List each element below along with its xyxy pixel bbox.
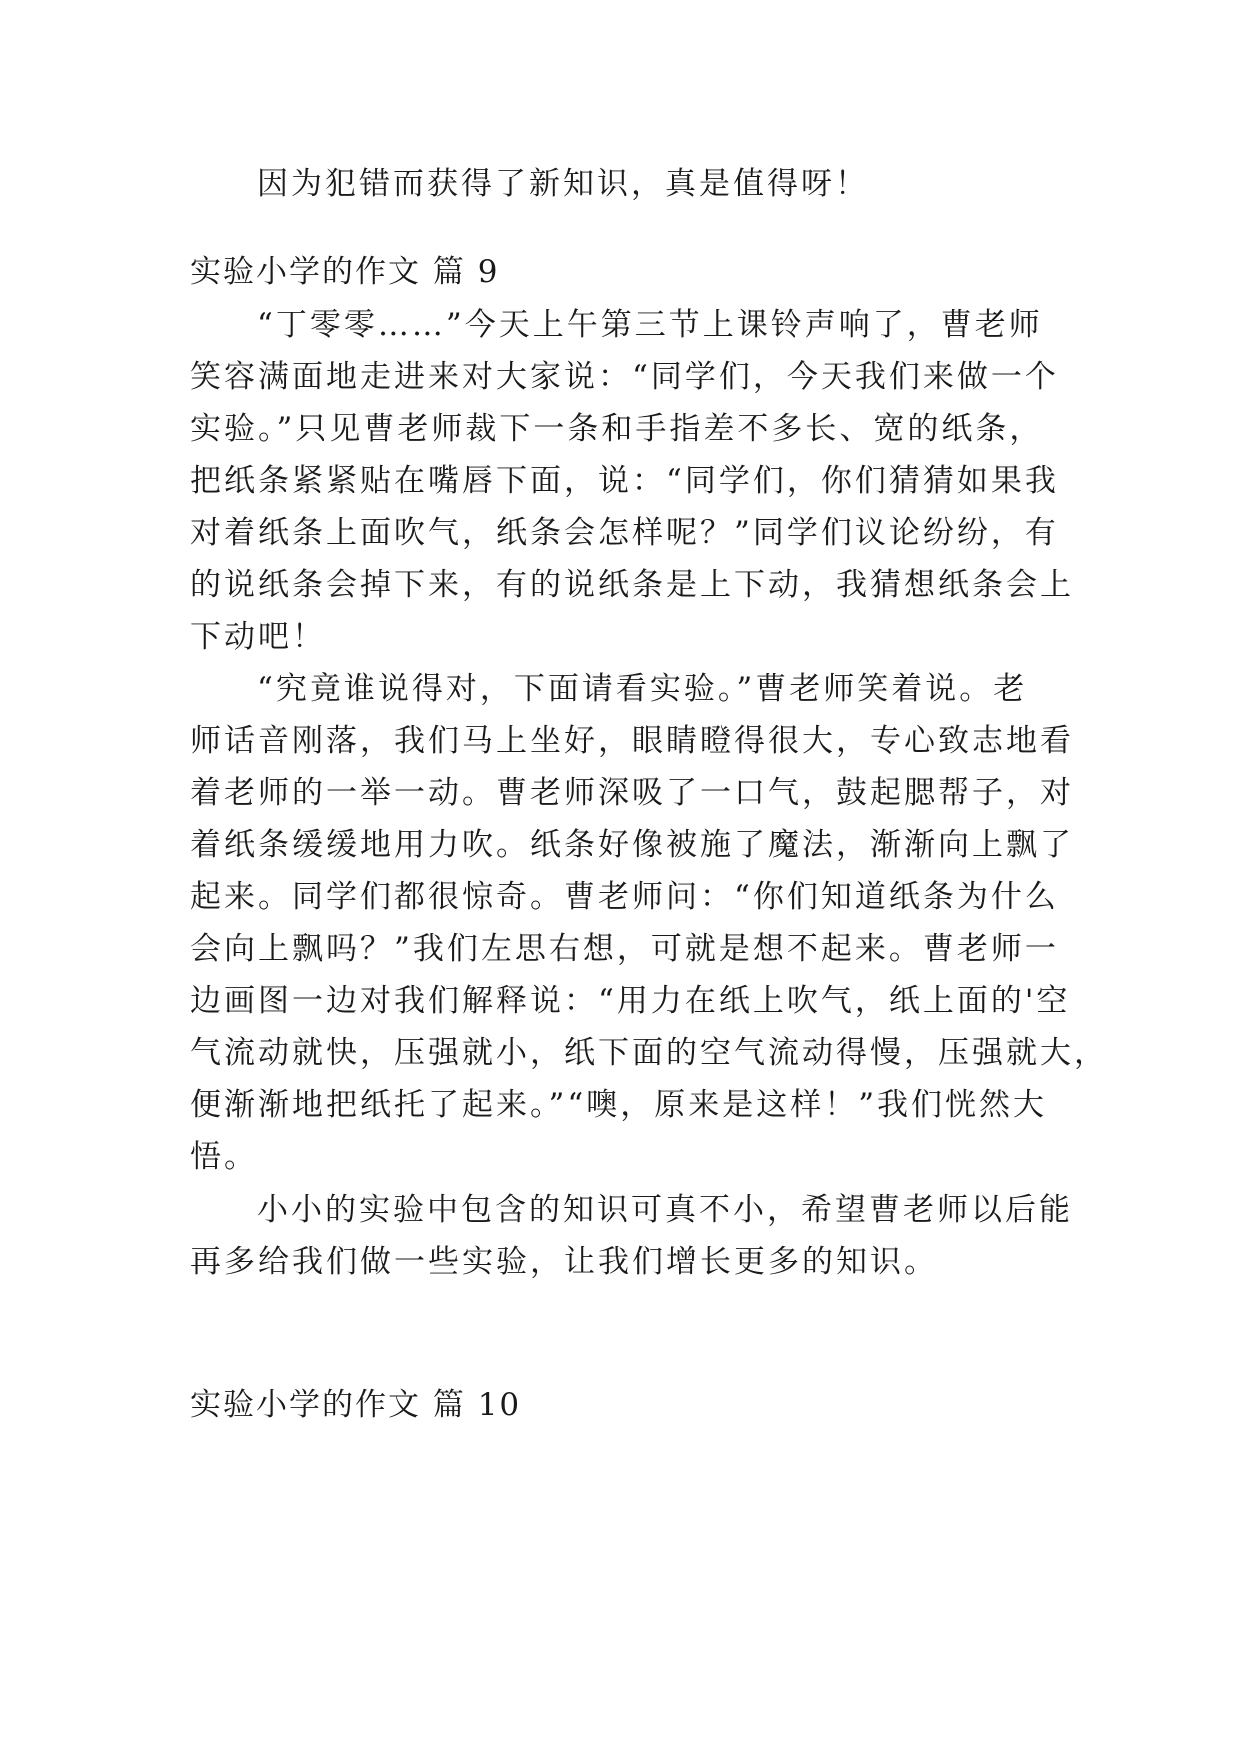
paragraph-line: 悟。 [190,1139,258,1175]
paragraph-line: 的说纸条会掉下来，有的说纸条是上下动，我猜想纸条会上 [190,567,1074,603]
paragraph-line: 小小的实验中包含的知识可真不小，希望曹老师以后能 [257,1192,1073,1228]
paragraph-line: 对着纸条上面吹气，纸条会怎样呢？”同学们议论纷纷，有 [190,515,1059,551]
paragraph-line: 下动吧！ [190,619,326,655]
intro-paragraph-line: 因为犯错而获得了新知识，真是值得呀！ [257,166,869,202]
section-10-heading: 实验小学的作文 篇 10 [190,1387,522,1423]
paragraph-line: “丁零零……”今天上午第三节上课铃声响了，曹老师 [257,307,1043,343]
paragraph-line: 会向上飘吗？”我们左思右想，可就是想不起来。曹老师一 [190,931,1059,967]
paragraph-line: 把纸条紧紧贴在嘴唇下面，说：“同学们，你们猜猜如果我 [190,463,1059,499]
paragraph-line: 边画图一边对我们解释说：“用力在纸上吹气，纸上面的'空 [190,983,1071,1019]
paragraph-line: “究竟谁说得对，下面请看实验。”曹老师笑着说。老 [257,671,1028,707]
paragraph-line: 实验。”只见曹老师裁下一条和手指差不多长、宽的纸条， [190,411,1044,447]
paragraph-line: 再多给我们做一些实验，让我们增长更多的知识。 [190,1244,938,1280]
paragraph-line: 便渐渐地把纸托了起来。”“噢，原来是这样！”我们恍然大 [190,1087,1048,1123]
paragraph-line: 笑容满面地走进来对大家说：“同学们，今天我们来做一个 [190,359,1059,395]
paragraph-line: 师话音刚落，我们马上坐好，眼睛瞪得很大，专心致志地看 [190,723,1074,759]
paragraph-line: 着纸条缓缓地用力吹。纸条好像被施了魔法，渐渐向上飘了 [190,827,1074,863]
paragraph-line: 起来。同学们都很惊奇。曹老师问：“你们知道纸条为什么 [190,879,1059,915]
section-9-heading: 实验小学的作文 篇 9 [190,254,500,290]
paragraph-line: 气流动就快，压强就小，纸下面的空气流动得慢，压强就大， [190,1035,1108,1071]
paragraph-line: 着老师的一举一动。曹老师深吸了一口气，鼓起腮帮子，对 [190,775,1074,811]
